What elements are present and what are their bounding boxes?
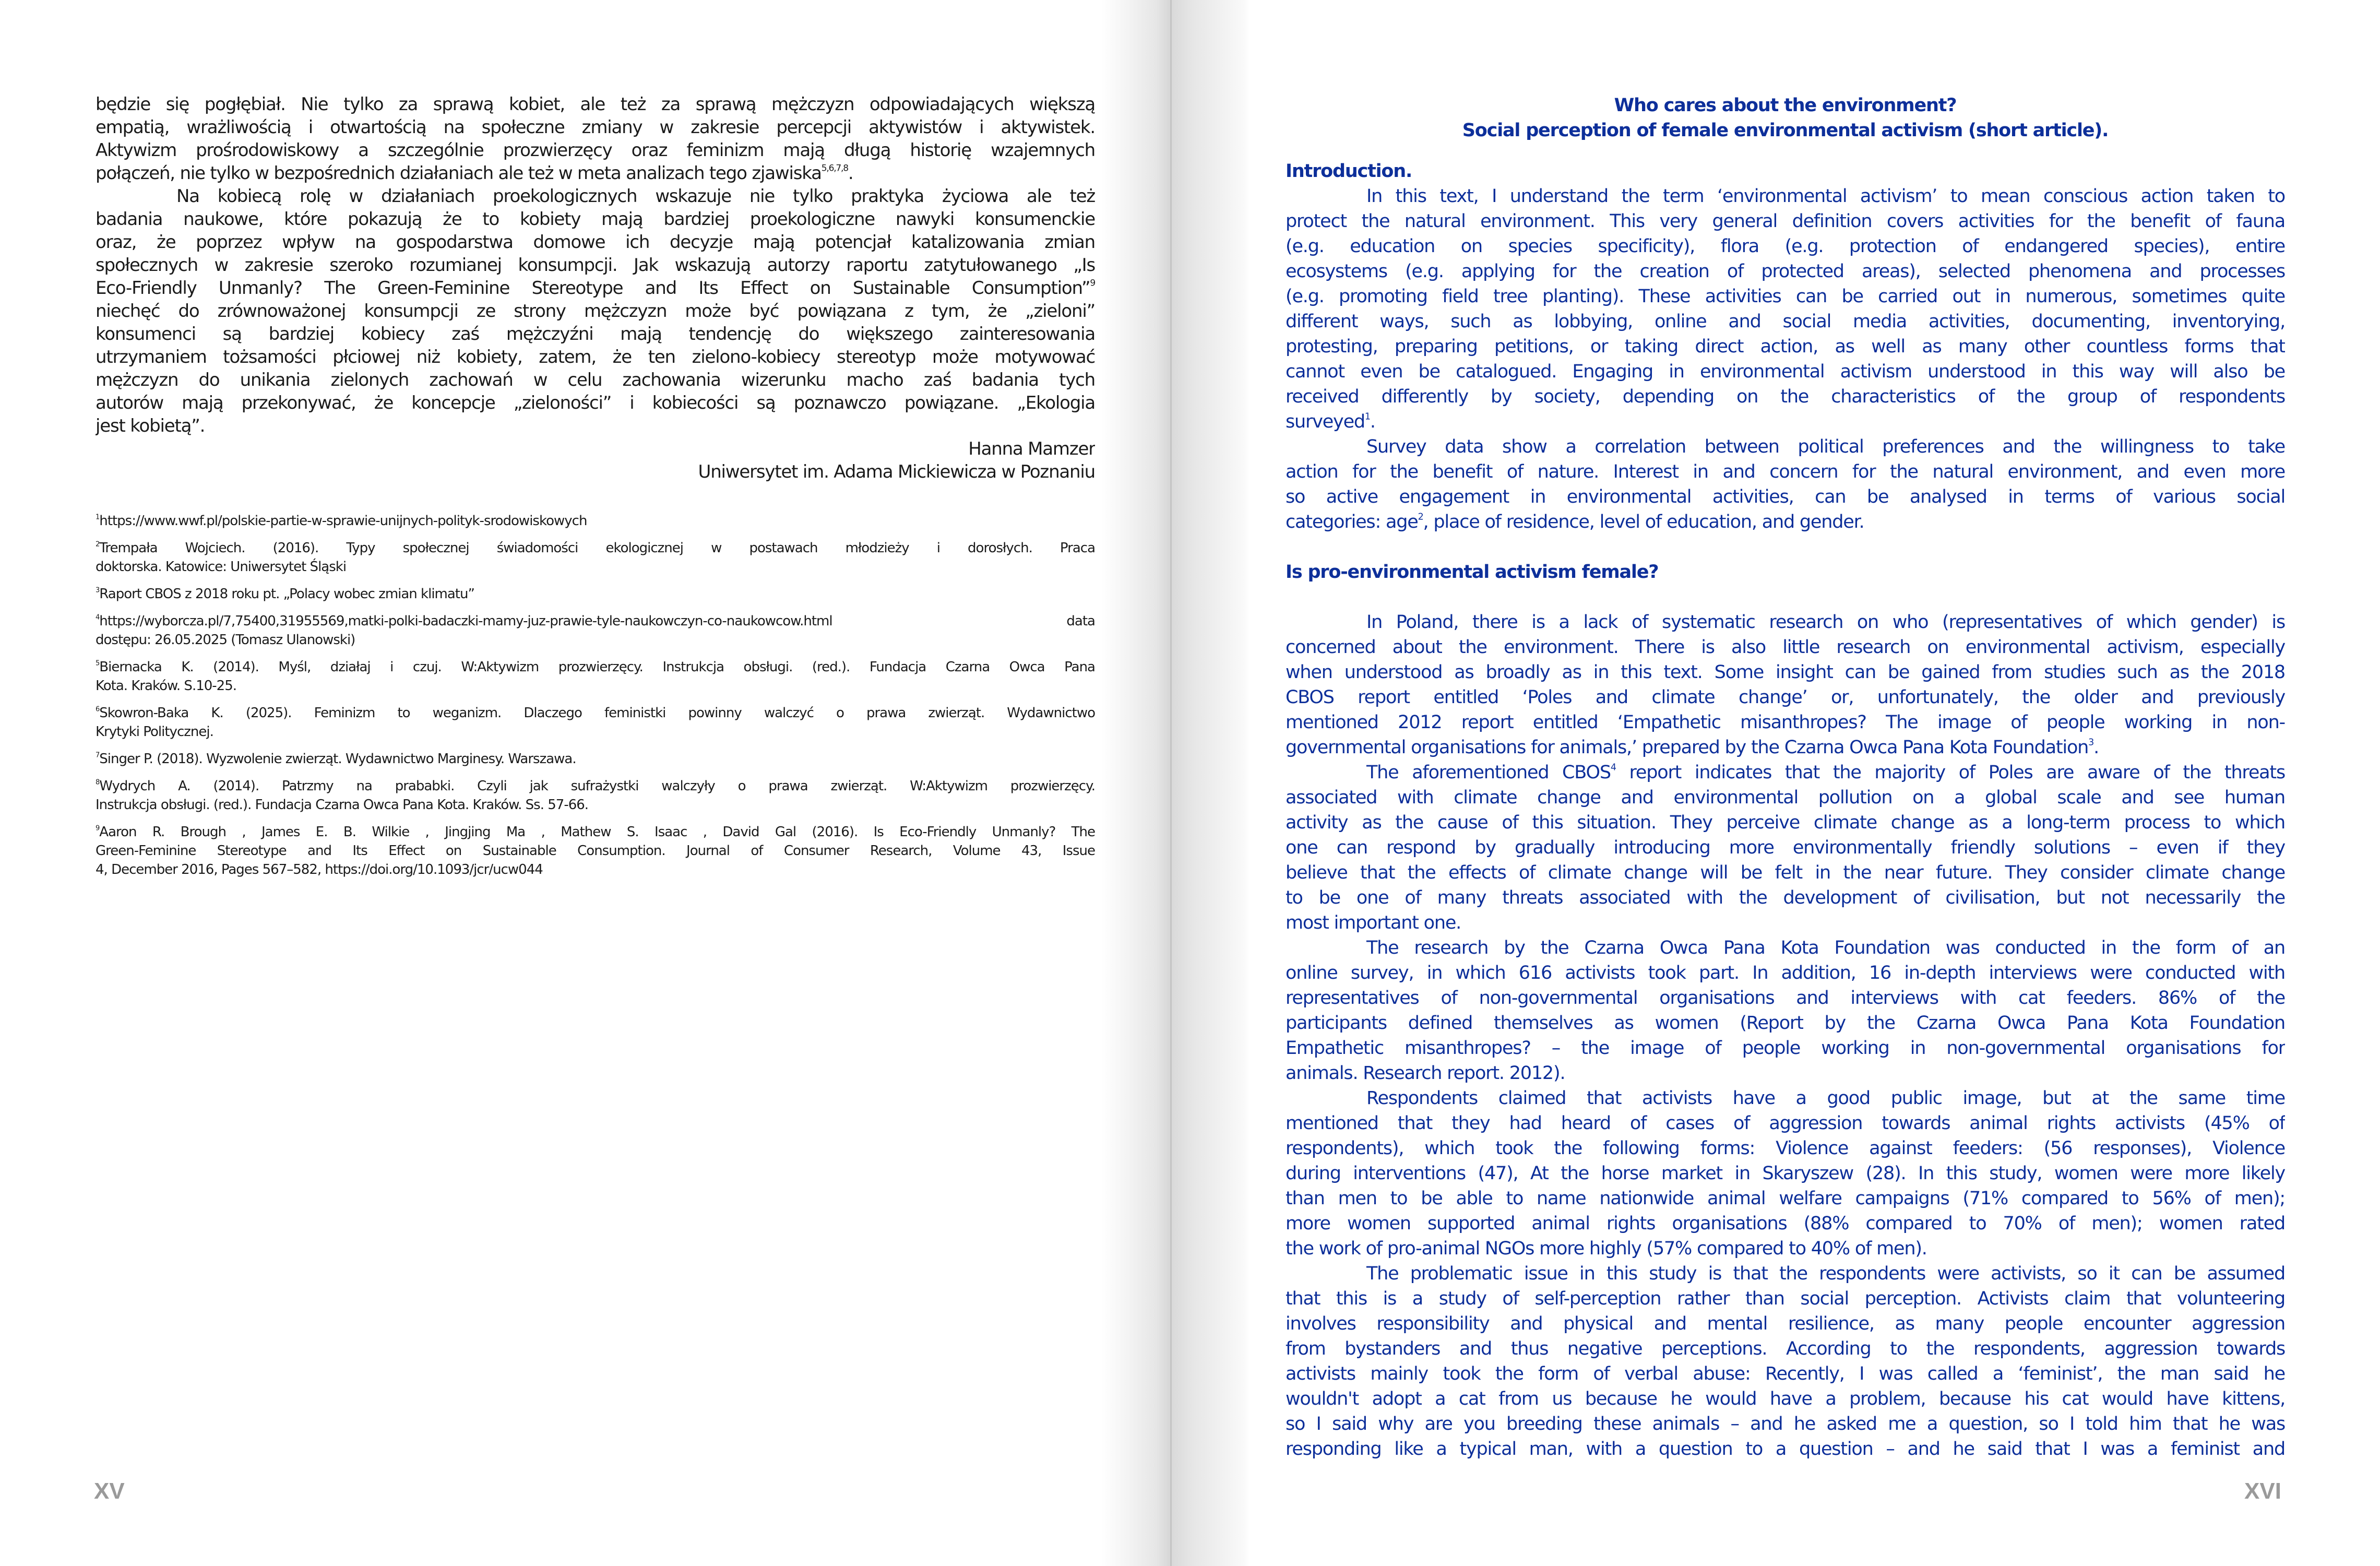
footnote-ref[interactable]: 2 bbox=[1418, 512, 1423, 523]
text-line: badania naukowe, które pokazują że to kobiety mają bardziej proekologiczne nawyki konsumenckie bbox=[96, 209, 1095, 230]
text-line: activity as the cause of this situation. They perceive climate change as a long-term process to which bbox=[1286, 812, 2285, 833]
text-line: mentioned that they had heard of cases of aggression towards animal rights activists (45% of bbox=[1286, 1113, 2285, 1134]
text-line: to be one of many threats associated with the development of civilisation, but not necessarily the bbox=[1286, 887, 2285, 908]
text-line: cannot even be catalogued. Engaging in environmental activism understood in this way will also be bbox=[1286, 361, 2285, 382]
article-subtitle: Social perception of female environmental activism (short article). bbox=[1462, 120, 2109, 141]
footnote-number: 8 bbox=[96, 778, 100, 787]
text-line: so active engagement in environmental activities, can be analysed in terms of various social bbox=[1286, 487, 2285, 507]
text-line: In Poland, there is a lack of systematic research on who (representatives of which gender) is bbox=[1366, 612, 2285, 633]
footnote-line bbox=[96, 750, 1095, 768]
paragraph bbox=[1286, 184, 2285, 434]
text-line-tail: . bbox=[848, 163, 853, 184]
paragraph bbox=[96, 185, 1095, 437]
page-number-left: XV bbox=[94, 1478, 125, 1504]
text-line: one can respond by gradually introducing more environmentally friendly solutions – even if they bbox=[1286, 837, 2285, 858]
footnote-line bbox=[96, 823, 1095, 841]
footnote-line: Kota. Kraków. S.10-25. bbox=[96, 678, 237, 694]
text-line: Na kobiecą rolę w działaniach proekologicznych wskazuje nie tylko praktyka życiowa ale też bbox=[176, 186, 1095, 207]
text-line: Respondents claimed that activists have a good public image, but at the same time bbox=[1366, 1088, 2285, 1109]
text-line: more women supported animal rights organisations (88% compared to 70% of men); women rated bbox=[1286, 1213, 2285, 1234]
text-line: (e.g. promoting field tree planting). These activities can be carried out in numerous, sometimes quite bbox=[1286, 286, 2285, 307]
footnote-number: 5 bbox=[96, 659, 100, 668]
footnote-number: 9 bbox=[96, 824, 100, 833]
text-line: associated with climate change and environmental pollution on a global scale and see human bbox=[1286, 787, 2285, 808]
text-line bbox=[96, 162, 1095, 185]
footnote bbox=[96, 539, 1095, 576]
text-line: action for the benefit of nature. Interest in and concern for the natural environment, and even more bbox=[1286, 461, 2285, 482]
text-line: representatives of non-governmental organisations and interviews with cat feeders. 86% of the bbox=[1286, 988, 2285, 1009]
text-line: konsumenci są bardziej kobiecy zaś mężczyźni mają tendencję do większego zainteresowania bbox=[96, 324, 1095, 345]
text-line-content: surveyed bbox=[1286, 411, 1365, 432]
footnote-line: Instrukcja obsługi. (red.). Fundacja Czarna Owca Pana Kota. Kraków. Ss. 57-66. bbox=[96, 797, 589, 813]
footnote-ref[interactable]: 9 bbox=[1090, 278, 1095, 289]
text-line: CBOS report entitled ‘Poles and climate change’ or, unfortunately, the older and previously bbox=[1286, 687, 2285, 708]
text-line bbox=[1286, 409, 2285, 434]
text-line: from bystanders and thus negative perceptions. According to the respondents, aggression towards bbox=[1286, 1338, 2285, 1359]
text-line: społecznych w zakresie szeroko rozumianej konsumpcji. Jak wskazują autorzy raportu zatytułowanego „Is bbox=[96, 255, 1095, 276]
text-line: the work of pro-animal NGOs more highly (57% compared to 40% of men). bbox=[1286, 1238, 1927, 1259]
text-line: during interventions (47), At the horse market in Skaryszew (28). In this study, women were more likely bbox=[1286, 1163, 2285, 1184]
paragraph bbox=[1286, 434, 2285, 535]
text-line-content: połączeń, nie tylko w bezpośrednich działaniach ale też w meta analizach tego zjawiska bbox=[96, 163, 822, 184]
footnote-line: Green-Feminine Stereotype and Its Effect on Sustainable Consumption. Journal of Consumer Research, Volume 43, Issue bbox=[96, 843, 1095, 859]
footnote-line bbox=[96, 512, 1095, 530]
spacer bbox=[1286, 143, 2285, 159]
footnote-number: 6 bbox=[96, 705, 100, 714]
text-line-tail: . bbox=[2093, 737, 2099, 758]
text-line: Survey data show a correlation between political preferences and the willingness to take bbox=[1366, 436, 2285, 457]
text-line: most important one. bbox=[1286, 912, 1461, 933]
text-line: mężczyzn do unikania zielonych zachowań w celu zachowania wizerunku macho zaś badania tych bbox=[96, 370, 1095, 390]
text-line: będzie się pogłębiał. Nie tylko za sprawą kobiet, ale też za sprawą mężczyzn odpowiadających większą bbox=[96, 94, 1095, 115]
spacer bbox=[1286, 535, 2285, 560]
footnote-line bbox=[96, 539, 1095, 557]
footnote-number: 2 bbox=[96, 540, 100, 549]
text-line: (e.g. education on species specificity), flora (e.g. protection of endangered species), entire bbox=[1286, 236, 2285, 257]
footnote-number: 3 bbox=[96, 586, 100, 595]
text-line: when understood as broadly as in this text. Some insight can be gained from studies such as the 2018 bbox=[1286, 662, 2285, 683]
footnote-line bbox=[96, 585, 1095, 603]
text-line: that this is a study of self-perception rather than social perception. Activists claim that volunteering bbox=[1286, 1288, 2285, 1309]
footnote-text: Raport CBOS z 2018 roku pt. „Polacy wobec zmian klimatu” bbox=[99, 586, 474, 602]
footnote-text: Singer P. (2018). Wyzwolenie zwierząt. Wydawnictwo Marginesy. Warszawa. bbox=[99, 751, 576, 767]
author-name: Hanna Mamzer bbox=[968, 438, 1095, 459]
footnote bbox=[96, 823, 1095, 879]
text-line-content: The aforementioned CBOS bbox=[1366, 762, 1611, 783]
footnote-text: Wydrych A. (2014). Patrzmy na prababki. Czyli jak sufrażystki walczyły o prawa zwierząt. W:Aktywizm prozwierzęcy. bbox=[99, 778, 1095, 794]
text-line: The research by the Czarna Owca Pana Kota Foundation was conducted in the form of an bbox=[1366, 938, 2285, 958]
text-line: activists mainly took the form of verbal abuse: Recently, I was called a ‘feminist’, the man said he bbox=[1286, 1363, 2285, 1384]
text-line: empatią, wrażliwością i otwartością na społeczne zmiany w zakresie percepcji aktywistów i aktywistek. bbox=[96, 117, 1095, 138]
text-line: autorów mają przekonywać, że koncepcje „zieloności” i kobiecości są poznawczo powiązane. „Ekologia bbox=[96, 393, 1095, 413]
text-line: Empathetic misanthropes? – the image of people working in non-governmental organisations for bbox=[1286, 1038, 2285, 1059]
text-line: jest kobietą”. bbox=[96, 416, 205, 436]
footnote bbox=[96, 658, 1095, 695]
text-line: participants defined themselves as women (Report by the Czarna Owca Pana Kota Foundation bbox=[1286, 1013, 2285, 1034]
section-heading-female-activism: Is pro-environmental activism female? bbox=[1286, 562, 1659, 583]
text-line: ecosystems (e.g. applying for the creation of protected areas), selected phenomena and processes bbox=[1286, 261, 2285, 282]
footnotes bbox=[96, 512, 1095, 887]
text-line: oraz, że poprzez wpływ na gospodarstwa domowe ich decyzje mają potencjał katalizowania zmian bbox=[96, 232, 1095, 253]
footnote bbox=[96, 512, 1095, 530]
footnote-text: Aaron R. Brough , James E. B. Wilkie , Jingjing Ma , Mathew S. Isaac , David Gal (2016). Is Eco-Friendly Unmanly? The bbox=[99, 824, 1095, 840]
text-line: than men to be able to name nationwide animal welfare campaigns (71% compared to 56% of men); bbox=[1286, 1188, 2285, 1209]
text-line: Aktywizm prośrodowiskowy a szczególnie prozwierzęcy oraz feminizm mają długą historię wzajemnych bbox=[96, 140, 1095, 161]
text-line-tail: . bbox=[1370, 411, 1375, 432]
text-line-content: governmental organisations for animals,’ prepared by the Czarna Owca Pana Kota Foundation bbox=[1286, 737, 2089, 758]
book-spine bbox=[1170, 0, 1172, 1566]
text-line bbox=[1286, 735, 2285, 760]
paragraph bbox=[1286, 760, 2285, 935]
text-line: different ways, such as lobbying, online and social media activities, documenting, inventorying, bbox=[1286, 311, 2285, 332]
paragraph bbox=[1286, 1261, 2285, 1462]
paragraph bbox=[1286, 1086, 2285, 1261]
text-line: utrzymaniem tożsamości płciowej niż kobiety, zatem, że ten zielono-kobiecy stereotyp może motywować bbox=[96, 347, 1095, 367]
section-heading-introduction: Introduction. bbox=[1286, 161, 1412, 182]
footnote-line: doktorska. Katowice: Uniwersytet Śląski bbox=[96, 559, 347, 575]
footnote-ref[interactable]: 1 bbox=[1364, 411, 1370, 422]
footnote-line bbox=[96, 704, 1095, 722]
paragraph bbox=[1286, 935, 2285, 1086]
footnote-line[interactable]: 4, December 2016, Pages 567–582, https://doi.org/10.1093/jcr/ucw044 bbox=[96, 862, 543, 877]
text-line: protect the natural environment. This very general definition covers activities for the benefit of fauna bbox=[1286, 211, 2285, 232]
footnote-number: 7 bbox=[96, 751, 100, 760]
footnote-text: Skowron-Baka K. (2025). Feminizm to weganizm. Dlaczego feministki powinny walczyć o prawa zwierząt. Wydawnictwo bbox=[99, 705, 1095, 721]
text-line: believe that the effects of climate change will be felt in the near future. They consider climate change bbox=[1286, 862, 2285, 883]
page-number-right: XVI bbox=[2244, 1478, 2281, 1504]
author-affiliation: Uniwersytet im. Adama Mickiewicza w Poznaniu bbox=[698, 461, 1095, 482]
spacer bbox=[1286, 585, 2285, 610]
footnote-text: Biernacka K. (2014). Myśl, działaj i czuj. W:Aktywizm prozwierzęcy. Instrukcja obsługi. (red.). Fundacja Czarna Owca Pana bbox=[99, 659, 1095, 675]
text-line: responding like a typical man, with a question to a question – and he said that I was a feminist and bbox=[1286, 1439, 2285, 1460]
text-line-tail: , place of residence, level of education, and gender. bbox=[1423, 512, 1864, 532]
footnote-number: 4 bbox=[96, 613, 100, 622]
footnote-text[interactable]: https://wyborcza.pl/7,75400,31955569,matki-polki-badaczki-mamy-juz-prawie-tyle-naukowczyn-co-naukowcow.html data bbox=[99, 613, 1095, 629]
footnote-line bbox=[96, 612, 1095, 631]
footnote-line bbox=[96, 658, 1095, 677]
text-line: animals. Research report. 2012). bbox=[1286, 1063, 1565, 1084]
text-line-content: categories: age bbox=[1286, 512, 1418, 532]
left-body-text bbox=[96, 93, 1095, 483]
text-line: received differently by society, depending on the characteristics of the group of respondents bbox=[1286, 386, 2285, 407]
footnote-line: dostępu: 26.05.2025 (Tomasz Ulanowski) bbox=[96, 632, 355, 648]
footnote bbox=[96, 750, 1095, 768]
footnote-ref[interactable]: 5,6,7,8 bbox=[821, 163, 848, 174]
text-line bbox=[96, 277, 1095, 300]
article-title: Who cares about the environment? bbox=[1614, 95, 1957, 116]
footnote bbox=[96, 612, 1095, 649]
footnote bbox=[96, 704, 1095, 741]
text-line: niechęć do zrównoważonej konsumpcji ze strony mężczyzn może być powiązana z tym, że „zieloni” bbox=[96, 301, 1095, 322]
text-line: respondents), which took the following forms: Violence against feeders: (56 responses), Violence bbox=[1286, 1138, 2285, 1159]
text-line bbox=[1286, 760, 2285, 785]
footnote bbox=[96, 777, 1095, 814]
footnote-ref[interactable]: 3 bbox=[2088, 737, 2094, 748]
text-line-tail: report indicates that the majority of Poles are aware of the threats bbox=[1615, 762, 2285, 783]
paragraph bbox=[96, 93, 1095, 185]
text-line: In this text, I understand the term ‘environmental activism’ to mean conscious action taken to bbox=[1366, 186, 2285, 207]
right-body-text bbox=[1286, 93, 2285, 1462]
text-line: online survey, in which 616 activists took part. In addition, 16 in-depth interviews were conducted with bbox=[1286, 963, 2285, 983]
footnote-text[interactable]: https://www.wwf.pl/polskie-partie-w-sprawie-unijnych-polityk-srodowiskowych bbox=[99, 513, 587, 529]
footnote-line bbox=[96, 777, 1095, 796]
text-line: concerned about the environment. There is also little research on environmental activism, especially bbox=[1286, 637, 2285, 658]
text-line: The problematic issue in this study is that the respondents were activists, so it can be assumed bbox=[1366, 1263, 2285, 1284]
paragraph bbox=[1286, 610, 2285, 760]
text-line: wouldn't adopt a cat from us because he would have a problem, because his cat would have kittens, bbox=[1286, 1389, 2285, 1409]
footnote-number: 1 bbox=[96, 513, 100, 521]
footnote-text: Trempała Wojciech. (2016). Typy społecznej świadomości ekologicznej w postawach młodzieży i dorosłych. Praca bbox=[99, 540, 1095, 556]
text-line bbox=[1286, 509, 2285, 535]
text-line: involves responsibility and physical and mental resilience, as many people encounter aggression bbox=[1286, 1313, 2285, 1334]
footnote bbox=[96, 585, 1095, 603]
text-line-content: Eco-Friendly Unmanly? The Green-Feminine Stereotype and Its Effect on Sustainable Consumption” bbox=[96, 278, 1090, 299]
footnote-line: Krytyki Politycznej. bbox=[96, 724, 213, 740]
text-line: protesting, preparing petitions, or taking direct action, as well as many other countless forms that bbox=[1286, 336, 2285, 357]
text-line: so I said why are you breeding these animals – and he asked me a question, so I told him that he was bbox=[1286, 1414, 2285, 1434]
text-line: mentioned 2012 report entitled ‘Empathetic misanthropes? The image of people working in non- bbox=[1286, 712, 2285, 733]
footnote-ref[interactable]: 4 bbox=[1610, 762, 1616, 773]
